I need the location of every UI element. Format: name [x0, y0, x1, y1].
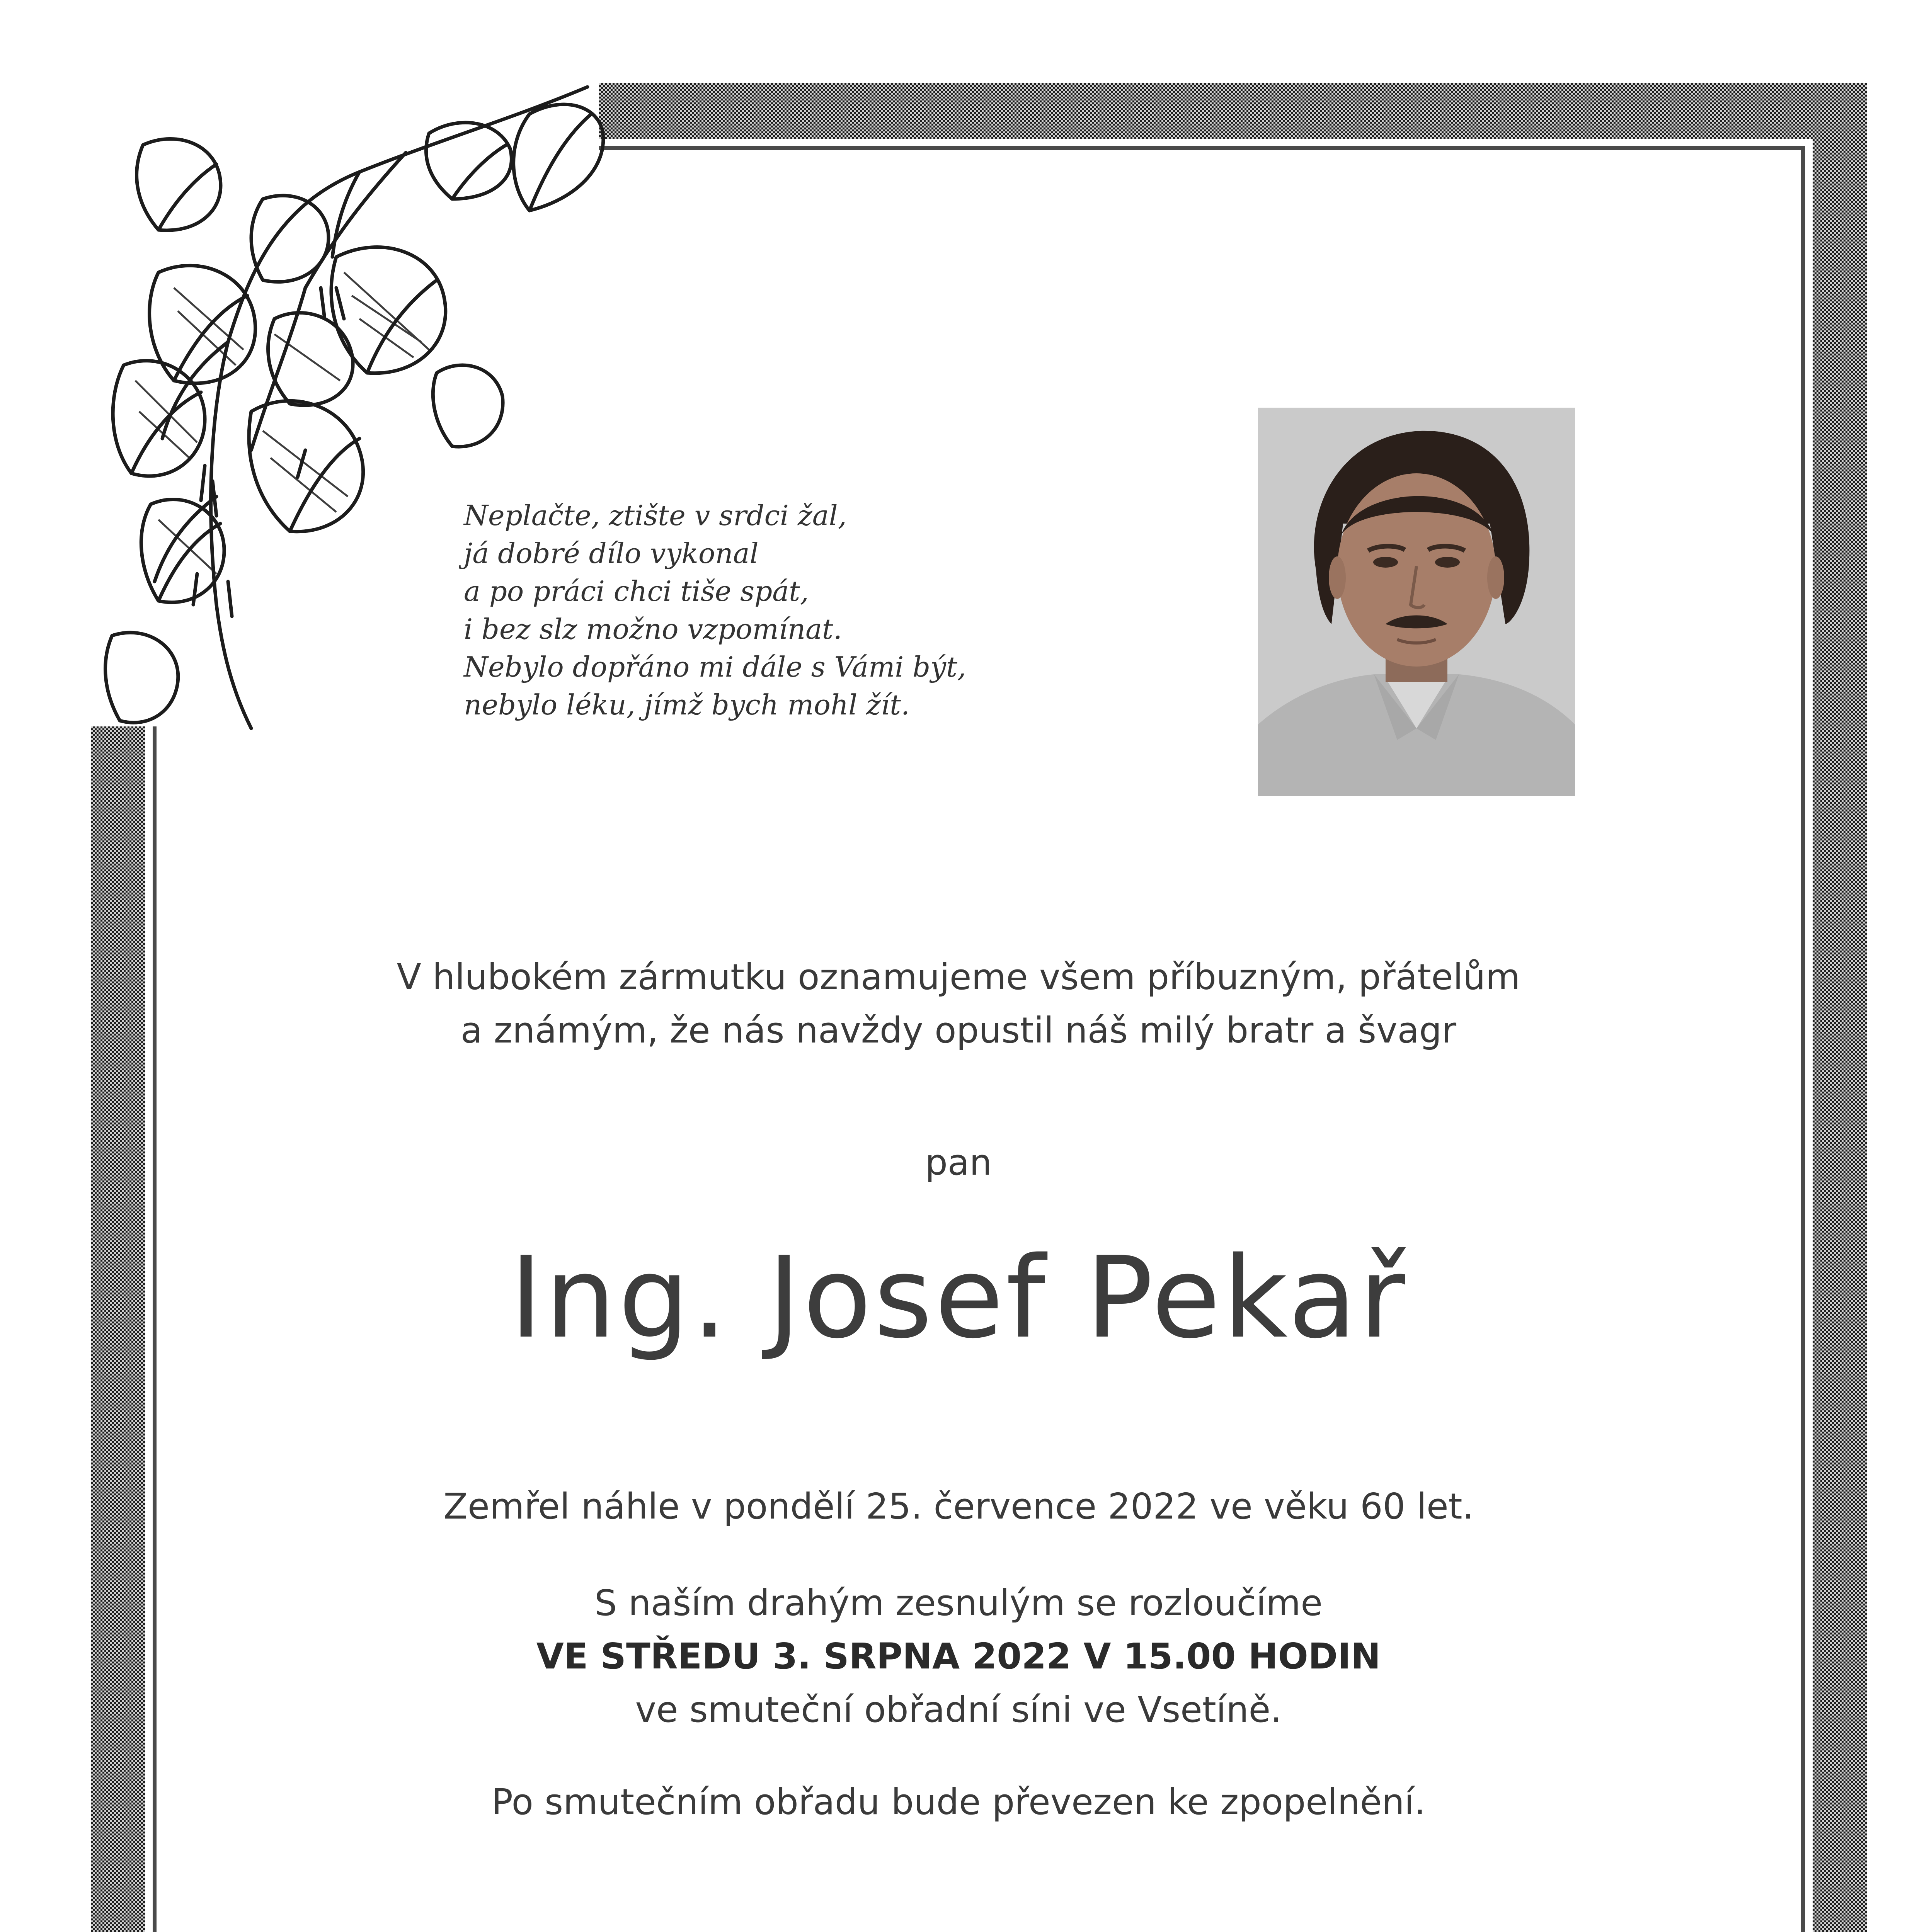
verse-line: Nebylo dopřáno mi dále s Vámi být, — [464, 651, 966, 683]
verse-line: i bez slz možno vzpomínat. — [464, 613, 842, 645]
portrait-image — [1258, 408, 1575, 796]
cremation-notice: Po smutečním obřadu bude převezen ke zpopelnění. — [491, 1781, 1426, 1823]
farewell-info — [0, 1577, 1917, 1736]
farewell-line: S naším drahým zesnulým se rozloučíme — [594, 1582, 1323, 1624]
farewell-place: ve smuteční obřadní síni ve Vsetíně. — [635, 1689, 1282, 1730]
salutation: pan — [925, 1142, 992, 1183]
deceased-name: Ing. Josef Pekař — [509, 1233, 1408, 1363]
frame-top-inner-line — [599, 146, 1805, 150]
intro-line: a známým, že nás navždy opustil náš milý bratr a švagr — [460, 1010, 1457, 1051]
intro-line: V hlubokém zármutku oznamujeme všem příbuzným, přátelům — [397, 956, 1520, 998]
verse-line: nebylo léku, jímž bych mohl žít. — [464, 689, 910, 721]
verse-line: a po práci chci tiše spát, — [464, 575, 809, 607]
leaf — [514, 104, 603, 211]
death-notice: Zemřel náhle v pondělí 25. července 2022 ve věku 60 let. — [443, 1486, 1474, 1527]
farewell-date-time: VE STŘEDU 3. SRPNA 2022 V 15.00 HODIN — [536, 1636, 1381, 1677]
verse-line: Neplačte, ztište v srdci žal, — [464, 499, 847, 532]
frame-top-band — [599, 83, 1867, 139]
announcement-intro — [0, 951, 1917, 1057]
memorial-verse — [464, 497, 1044, 724]
verse-line: já dobré dílo vykonal — [464, 537, 759, 570]
portrait-photo — [1258, 408, 1575, 796]
